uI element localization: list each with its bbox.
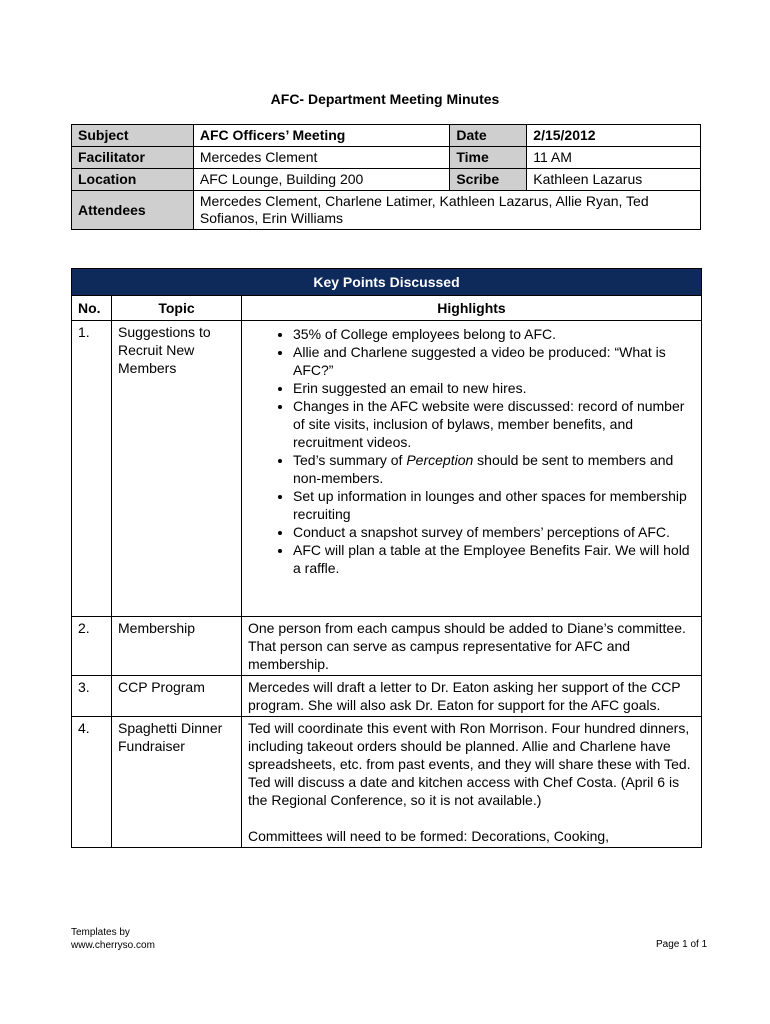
attendees-row [72, 191, 701, 230]
subject-label: Subject [72, 125, 194, 147]
highlights-paragraph: Ted will coordinate this event with Ron Morrison. Four hundred dinners, including takeout orders should be planned. Allie and Charlene have spreadsheets, etc. from past events, and they will share these with Ted. Ted will discuss a date and kitchen access with Chef Costa. (April 6 is the Regional Conference, so it is not available.) [248, 720, 691, 808]
attendees-label: Attendees [72, 191, 194, 230]
row-number: 4. [72, 717, 112, 848]
scribe-label: Scribe [450, 169, 527, 191]
highlights-paragraph: Committees will need to be formed: Decorations, Cooking, [248, 828, 610, 844]
row-highlights [242, 717, 702, 848]
row-topic: Membership [112, 617, 242, 676]
bullet-emphasis: Perception [406, 452, 474, 468]
date-label: Date [450, 125, 527, 147]
location-value: AFC Lounge, Building 200 [193, 169, 449, 191]
footer-credit [71, 926, 155, 952]
facilitator-row [72, 147, 701, 169]
highlights-list [248, 325, 695, 577]
row-highlights: Mercedes will draft a letter to Dr. Eaton asking her support of the CCP program. She will also ask Dr. Eaton for support for the AFC goals. [242, 676, 702, 717]
list-item: • 35% of College employees belong to AFC. [293, 325, 695, 343]
key-points-table [71, 268, 702, 848]
row-topic: CCP Program [112, 676, 242, 717]
col-topic-header: Topic [112, 296, 242, 321]
col-highlights-header: Highlights [242, 296, 702, 321]
scribe-value: Kathleen Lazarus [527, 169, 701, 191]
attendees-value: Mercedes Clement, Charlene Latimer, Kathleen Lazarus, Allie Ryan, Ted Sofianos, Erin Williams [193, 191, 700, 230]
row-topic: Spaghetti Dinner Fundraiser [112, 717, 242, 848]
list-item [293, 451, 695, 487]
bullet-text: Ted’s summary of [293, 452, 407, 468]
table-row [72, 717, 702, 848]
document-title: AFC- Department Meeting Minutes [270, 91, 500, 107]
time-value: 11 AM [527, 147, 701, 169]
list-item: • AFC will plan a table at the Employee Benefits Fair. We will hold a raffle. [293, 541, 695, 577]
list-item: • Allie and Charlene suggested a video be produced: “What is AFC?” [293, 343, 695, 379]
meeting-info-table [71, 124, 701, 230]
table-row [72, 321, 702, 617]
footer-templates-link[interactable]: www.cherryso.com [71, 940, 155, 951]
facilitator-value: Mercedes Clement [193, 147, 449, 169]
page-number: Page 1 of 1 [656, 939, 708, 950]
list-item: • Set up information in lounges and other spaces for membership recruiting [293, 487, 695, 523]
row-number: 1. [72, 321, 112, 617]
row-number: 3. [72, 676, 112, 717]
row-highlights: One person from each campus should be added to Diane’s committee. That person can serve as campus representative for AFC and membership. [242, 617, 702, 676]
date-value: 2/15/2012 [527, 125, 701, 147]
subject-row [72, 125, 701, 147]
row-highlights [242, 321, 702, 617]
list-item: • Erin suggested an email to new hires. [293, 379, 695, 397]
list-item: • Conduct a snapshot survey of members’ perceptions of AFC. [293, 523, 695, 541]
key-points-banner: Key Points Discussed [72, 269, 702, 296]
facilitator-label: Facilitator [72, 147, 194, 169]
row-topic: Suggestions to Recruit New Members [112, 321, 242, 617]
key-points-header-row [72, 296, 702, 321]
subject-value: AFC Officers’ Meeting [193, 125, 449, 147]
col-no-header: No. [72, 296, 112, 321]
time-label: Time [450, 147, 527, 169]
list-item: • Changes in the AFC website were discussed: record of number of site visits, inclusion of bylaws, member benefits, and recruitment videos. [293, 397, 695, 451]
bullet-text: should be sent to members and non-members. [293, 452, 674, 486]
location-label: Location [72, 169, 194, 191]
table-row [72, 617, 702, 676]
location-row [72, 169, 701, 191]
footer-templates-label: Templates by [71, 927, 130, 938]
table-row [72, 676, 702, 717]
row-number: 2. [72, 617, 112, 676]
